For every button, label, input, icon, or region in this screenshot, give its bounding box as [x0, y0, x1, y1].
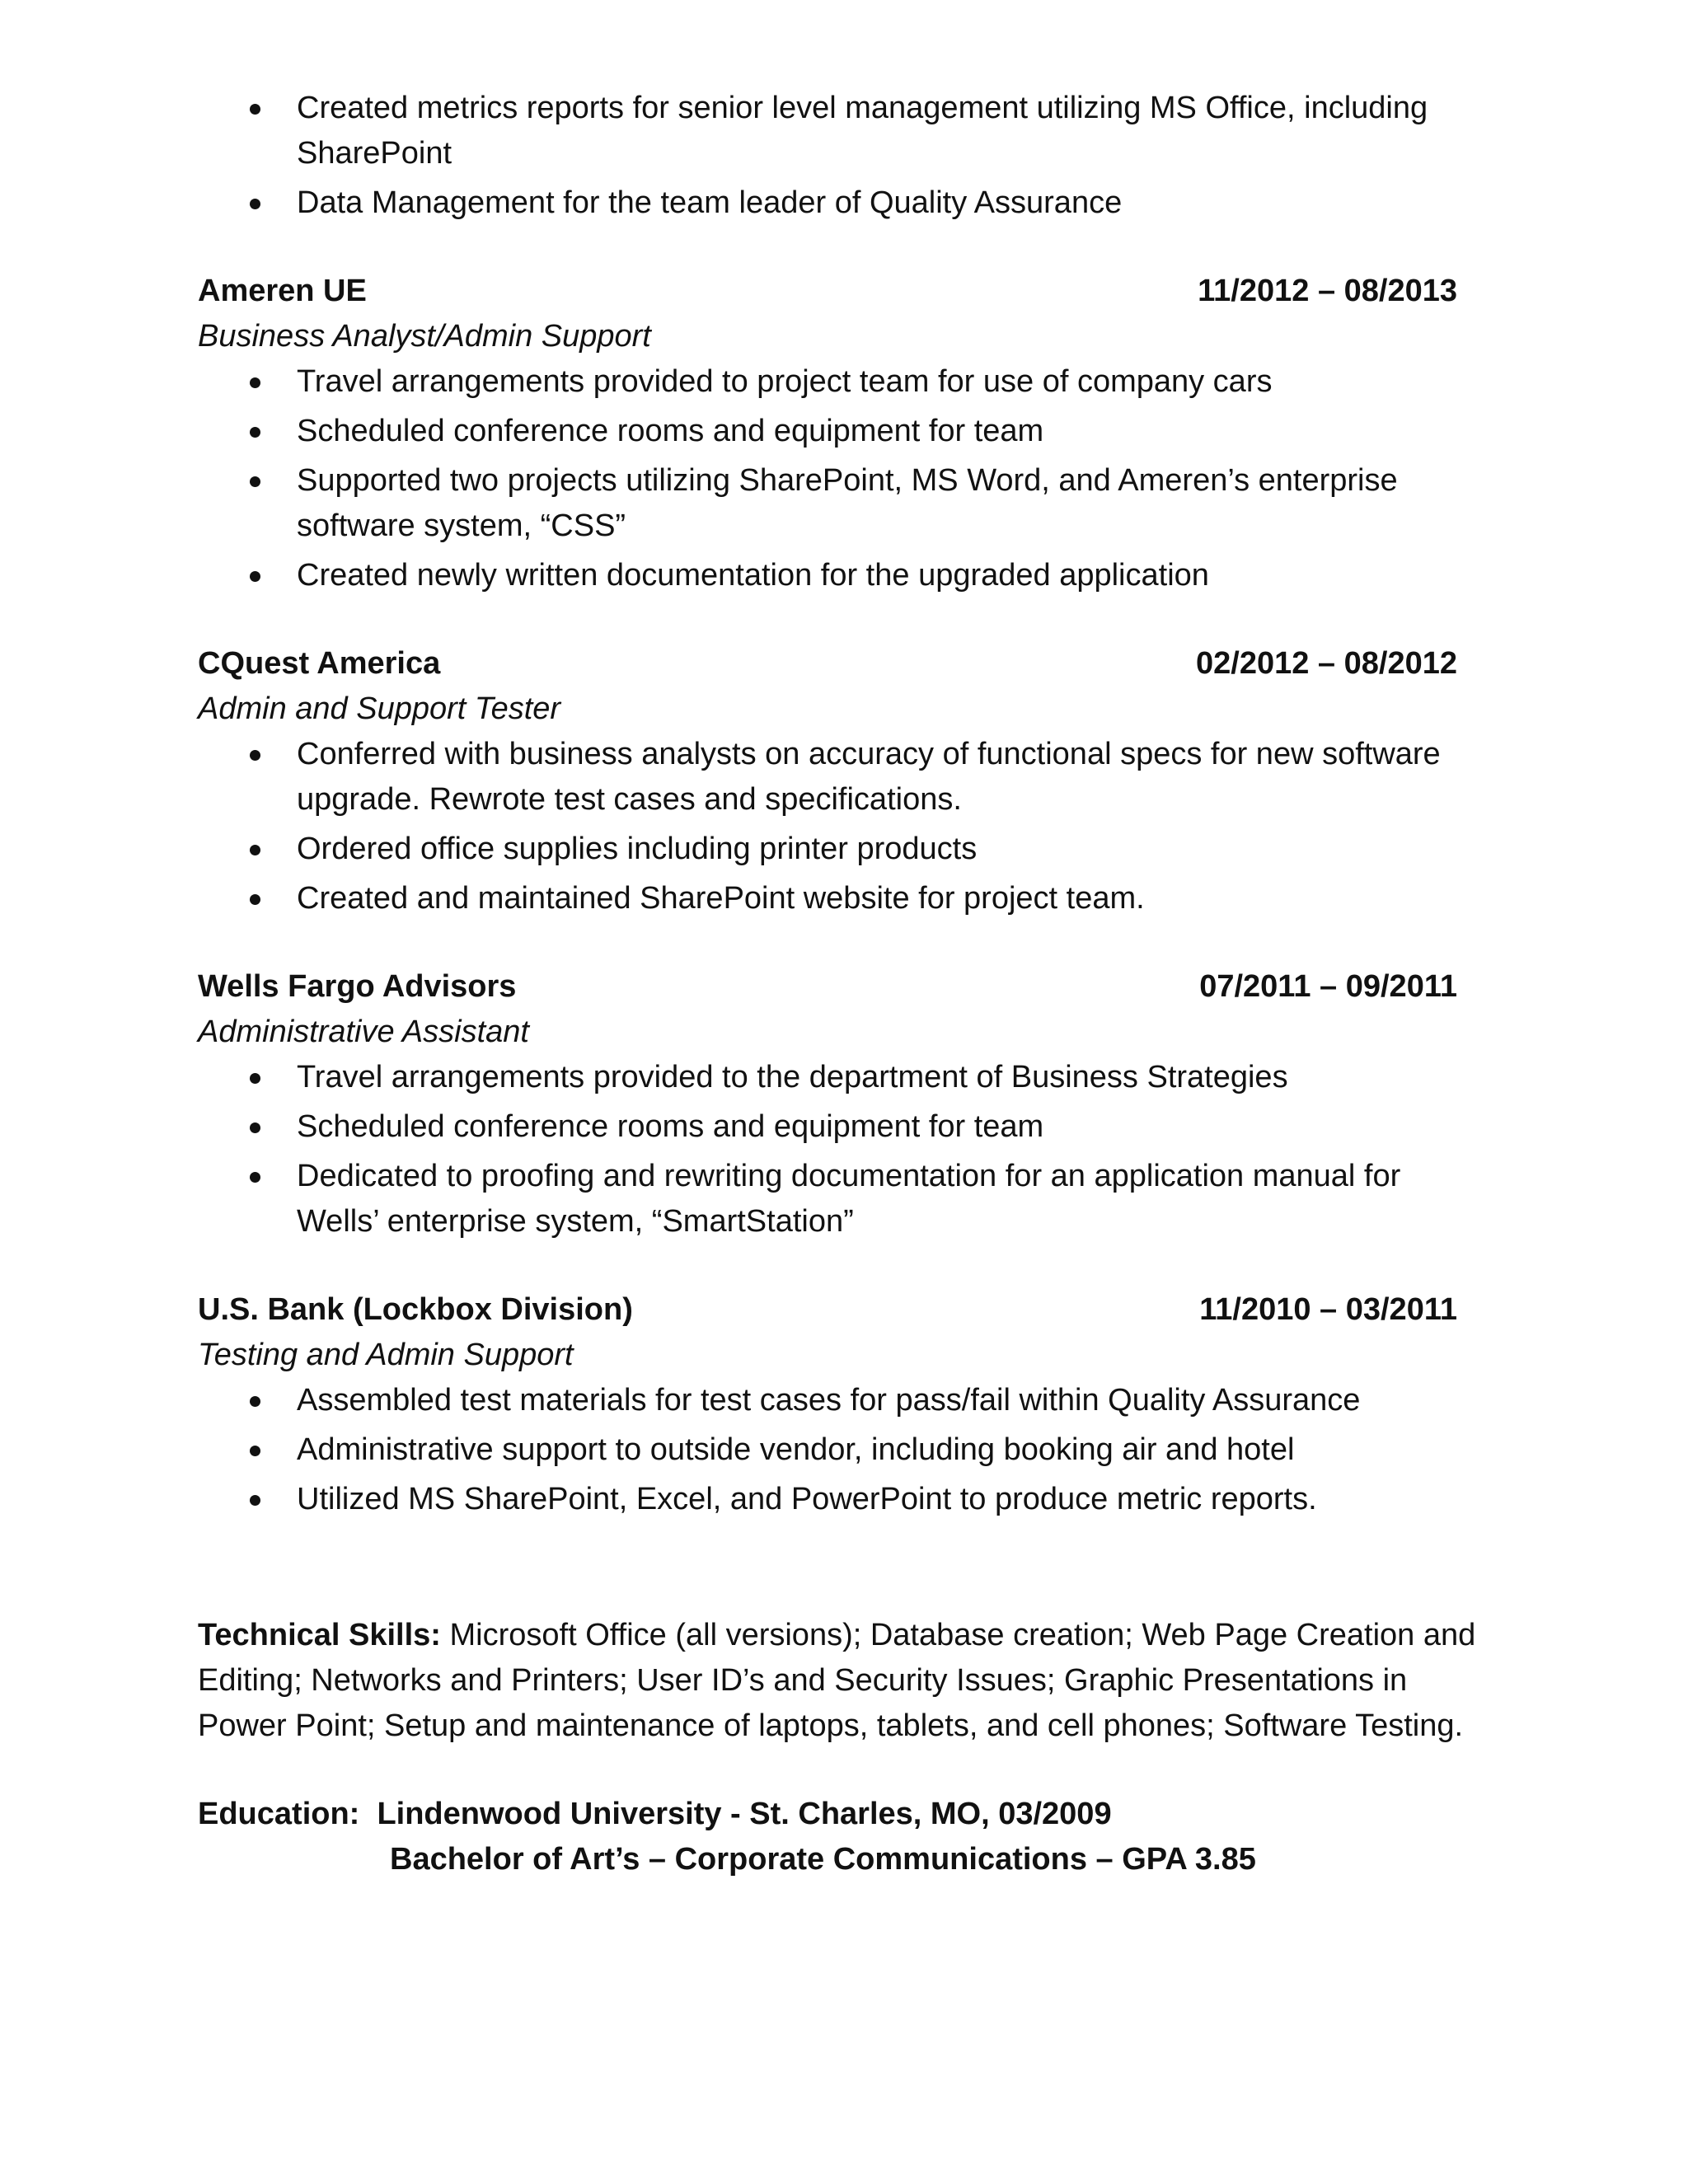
- job-header: [198, 269, 1457, 314]
- intro-bullet-list: [198, 86, 1484, 226]
- company-name: CQuest America: [198, 646, 441, 681]
- list-item: [198, 458, 1467, 549]
- skills-text: Microsoft Office (all versions); Database creation; Web Page Creation and Editing; Networks and Printers; User ID’s and Security Issues; Graphic Presentations in Power Point; Setup and maintenance of laptops, tablets, and cell phones; Software Testing.: [198, 1618, 1476, 1743]
- job-header: [198, 964, 1457, 1010]
- skills-label: Technical Skills:: [198, 1618, 441, 1652]
- job-entry: [198, 641, 1484, 921]
- bullet-text: Created metrics reports for senior level management utilizing MS Office, including SharePoint: [297, 91, 1428, 171]
- job-bullet-list: [198, 1055, 1484, 1244]
- list-item: [198, 180, 1467, 226]
- list-item: [198, 732, 1467, 823]
- bullet-text: Administrative support to outside vendor, including booking air and hotel: [297, 1432, 1295, 1467]
- bullet-icon: [250, 1122, 260, 1133]
- bullet-text: Created and maintained SharePoint website for project team.: [297, 881, 1145, 916]
- bullet-text: Ordered office supplies including printer products: [297, 832, 978, 866]
- list-item: [198, 1055, 1467, 1100]
- job-dates: 11/2012 – 08/2013: [1198, 274, 1457, 308]
- list-item: [198, 409, 1467, 454]
- list-item: [198, 1427, 1467, 1473]
- bullet-icon: [250, 377, 260, 388]
- bullet-icon: [250, 199, 260, 209]
- bullet-text: Created newly written documentation for the upgraded application: [297, 558, 1209, 593]
- list-item: [198, 1154, 1467, 1244]
- job-role: Testing and Admin Support: [198, 1338, 574, 1372]
- bullet-text: Travel arrangements provided to the department of Business Strategies: [297, 1060, 1288, 1094]
- bullet-text: Data Management for the team leader of Quality Assurance: [297, 185, 1123, 220]
- list-item: [198, 86, 1467, 176]
- bullet-text: Travel arrangements provided to project team for use of company cars: [297, 364, 1273, 399]
- job-header: [198, 1287, 1457, 1333]
- bullet-icon: [250, 1446, 260, 1456]
- list-item: [198, 827, 1467, 872]
- job-role: Administrative Assistant: [198, 1015, 529, 1049]
- list-item: [198, 359, 1467, 405]
- education-school: Lindenwood University - St. Charles, MO, 03/2009: [377, 1797, 1112, 1831]
- bullet-text: Utilized MS SharePoint, Excel, and PowerPoint to produce metric reports.: [297, 1482, 1317, 1516]
- bullet-icon: [250, 427, 260, 438]
- education-line: [198, 1792, 1484, 1837]
- list-item: [198, 1378, 1467, 1423]
- list-item: [198, 1104, 1467, 1150]
- resume-page: [198, 86, 1484, 1882]
- bullet-icon: [250, 750, 260, 761]
- bullet-text: Assembled test materials for test cases for pass/fail within Quality Assurance: [297, 1383, 1361, 1418]
- bullet-text: Scheduled conference rooms and equipment for team: [297, 414, 1044, 448]
- job-dates: 11/2010 – 03/2011: [1199, 1292, 1457, 1327]
- bullet-icon: [250, 1073, 260, 1084]
- job-bullet-list: [198, 732, 1484, 921]
- bullet-icon: [250, 476, 260, 487]
- bullet-text: Conferred with business analysts on accuracy of functional specs for new software upgrade. Rewrote test cases and specifications.: [297, 737, 1441, 817]
- job-bullet-list: [198, 1378, 1484, 1522]
- bullet-icon: [250, 845, 260, 855]
- company-name: U.S. Bank (Lockbox Division): [198, 1292, 633, 1327]
- job-header: [198, 641, 1457, 687]
- list-item: [198, 553, 1467, 598]
- list-item: [198, 1477, 1467, 1522]
- education-degree: Bachelor of Art’s – Corporate Communications – GPA 3.85: [390, 1842, 1256, 1877]
- job-entry: [198, 964, 1484, 1244]
- job-dates: 02/2012 – 08/2012: [1196, 646, 1457, 681]
- bullet-icon: [250, 894, 260, 905]
- bullet-text: Scheduled conference rooms and equipment for team: [297, 1109, 1044, 1144]
- company-name: Ameren UE: [198, 274, 367, 308]
- job-role: Business Analyst/Admin Support: [198, 319, 651, 354]
- bullet-icon: [250, 104, 260, 115]
- bullet-icon: [250, 1396, 260, 1407]
- job-dates: 07/2011 – 09/2011: [1199, 969, 1457, 1004]
- bullet-icon: [250, 1172, 260, 1183]
- technical-skills-section: [198, 1613, 1484, 1749]
- list-item: [198, 876, 1467, 921]
- job-entry: [198, 269, 1484, 598]
- education-label: Education:: [198, 1797, 360, 1831]
- job-bullet-list: [198, 359, 1484, 598]
- job-role: Admin and Support Tester: [198, 691, 561, 726]
- bullet-text: Dedicated to proofing and rewriting documentation for an application manual for Wells’ enterprise system, “SmartStation”: [297, 1159, 1401, 1239]
- education-section: [198, 1792, 1484, 1882]
- company-name: Wells Fargo Advisors: [198, 969, 517, 1004]
- bullet-icon: [250, 1495, 260, 1506]
- bullet-text: Supported two projects utilizing SharePoint, MS Word, and Ameren’s enterprise software system, “CSS”: [297, 463, 1398, 543]
- bullet-icon: [250, 571, 260, 582]
- job-entry: [198, 1287, 1484, 1522]
